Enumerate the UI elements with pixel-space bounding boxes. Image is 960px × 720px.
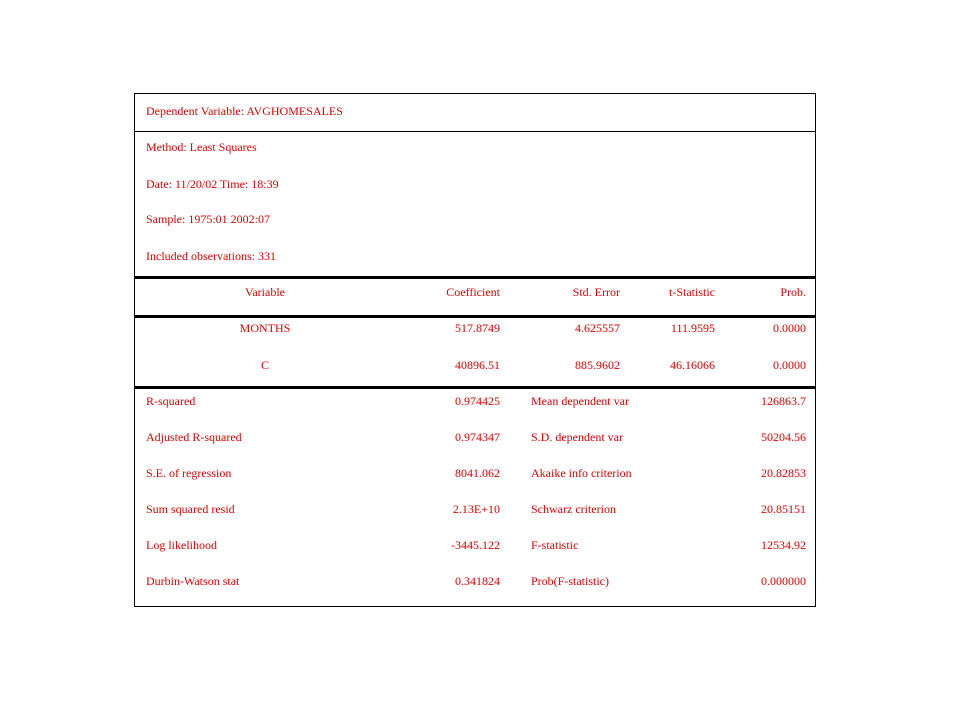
t-statistic-value: 46.16066	[670, 358, 715, 372]
prob-value: 0.0000	[773, 358, 806, 372]
prob-value: 0.0000	[773, 321, 806, 335]
stat-value: 0.000000	[761, 574, 806, 588]
stat-label: Sum squared resid	[146, 502, 235, 516]
column-header-prob: Prob.	[780, 285, 806, 299]
stat-value: 0.974425	[455, 394, 500, 408]
sample-label: Sample: 1975:01 2002:07	[146, 212, 270, 226]
stat-value: -3445.122	[451, 538, 500, 552]
column-header-std-error: Std. Error	[572, 285, 620, 299]
coefficient-value: 517.8749	[455, 321, 500, 335]
header-divider	[135, 131, 815, 132]
stat-label: Adjusted R-squared	[146, 430, 242, 444]
stat-label: F-statistic	[531, 538, 579, 552]
stat-value: 0.341824	[455, 574, 500, 588]
stat-value: 12534.92	[761, 538, 806, 552]
stat-label: Mean dependent var	[531, 394, 629, 408]
stat-label: Durbin-Watson stat	[146, 574, 240, 588]
date-time-label: Date: 11/20/02 Time: 18:39	[146, 177, 279, 191]
variable-name: C	[260, 358, 269, 372]
stat-label: S.E. of regression	[146, 466, 232, 480]
method-label: Method: Least Squares	[146, 140, 257, 154]
stat-label: S.D. dependent var	[531, 430, 623, 444]
variable-name: MONTHS	[239, 321, 291, 335]
t-statistic-value: 111.9595	[670, 321, 715, 335]
stat-value: 50204.56	[761, 430, 806, 444]
stat-value: 8041.062	[455, 466, 500, 480]
dependent-variable-label: Dependent Variable: AVGHOMESALES	[146, 104, 343, 118]
column-header-t-statistic: t-Statistic	[669, 285, 715, 299]
stat-value: 2.13E+10	[452, 502, 500, 516]
stat-label: Akaike info criterion	[531, 466, 632, 480]
column-header-coefficient: Coefficient	[446, 285, 500, 299]
stats-top-rule	[135, 386, 815, 389]
stat-label: Prob(F-statistic)	[531, 574, 609, 588]
coefficient-value: 40896.51	[455, 358, 500, 372]
regression-output-table	[134, 93, 816, 607]
stat-label: Schwarz criterion	[531, 502, 616, 516]
coefficient-top-rule	[135, 315, 815, 318]
std-error-value: 885.9602	[575, 358, 620, 372]
stat-value: 0.974347	[455, 430, 500, 444]
std-error-value: 4.625557	[575, 321, 620, 335]
observations-label: Included observations: 331	[146, 249, 276, 263]
stat-label: R-squared	[146, 394, 196, 408]
stat-label: Log likelihood	[146, 538, 217, 552]
column-header-top-rule	[135, 276, 815, 279]
stat-value: 20.85151	[761, 502, 806, 516]
stat-value: 126863.7	[761, 394, 806, 408]
stat-value: 20.82853	[761, 466, 806, 480]
column-header-variable: Variable	[245, 285, 285, 299]
